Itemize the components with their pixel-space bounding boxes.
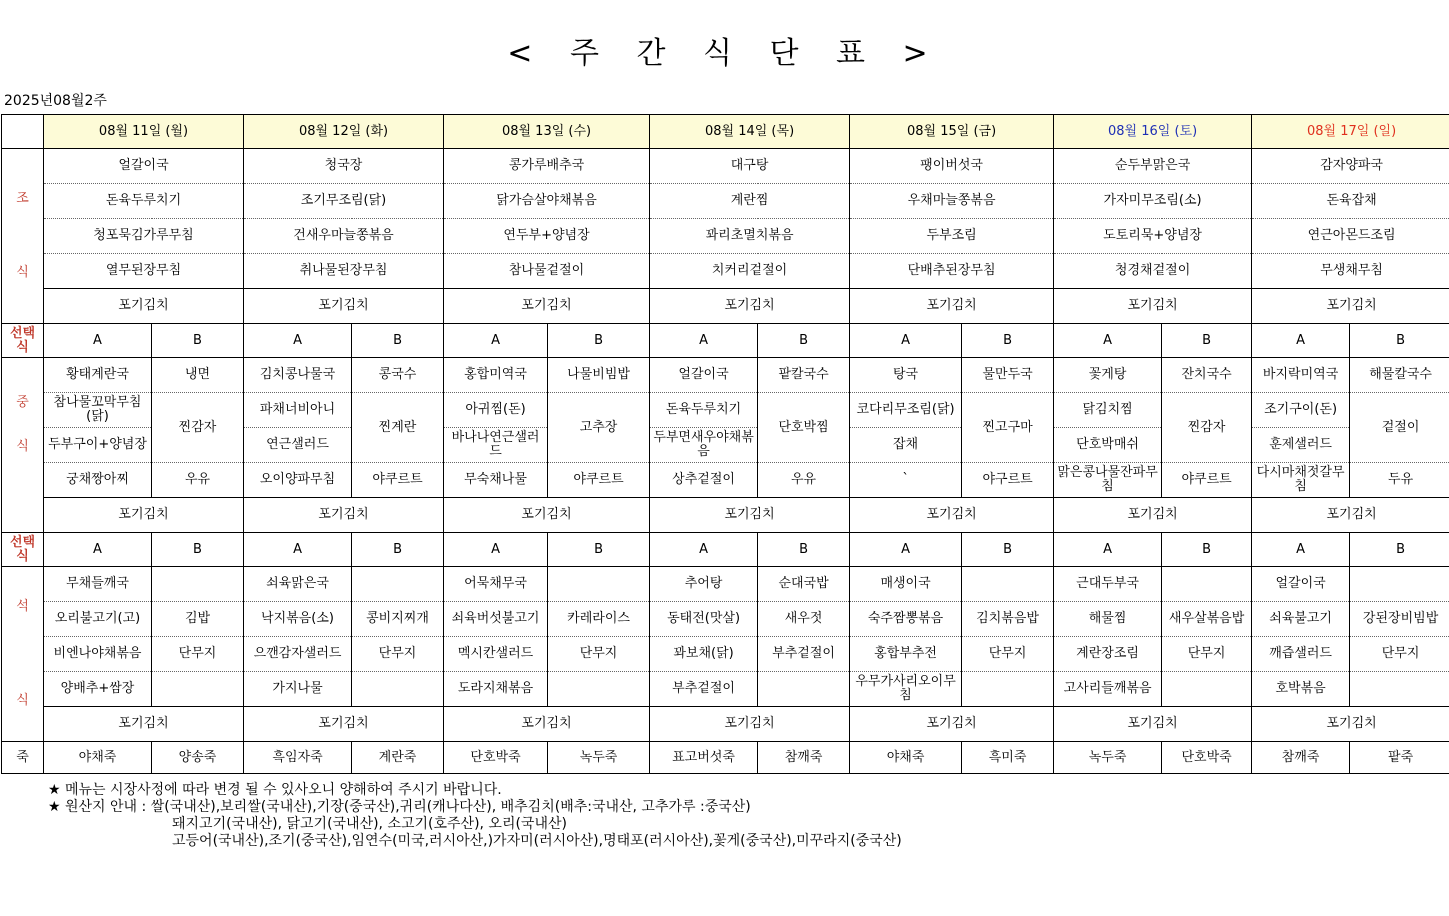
lunch-b-item: 야쿠르트: [548, 463, 650, 498]
lunch-b-item: 팥칼국수: [758, 358, 850, 393]
option-a-label: A: [1252, 533, 1350, 567]
option-b-label: B: [1350, 533, 1449, 567]
dinner-b-item: 단무지: [548, 637, 650, 672]
lunch-a-item: 파채너비아니: [244, 393, 352, 428]
lunch-a-item: 궁채짱아찌: [44, 463, 152, 498]
dinner-kimchi: 포기김치: [44, 707, 244, 742]
breakfast-item: 얼갈이국: [44, 149, 244, 184]
meal-label-char: 식: [16, 439, 29, 454]
dinner-a-item: 쇠육버섯불고기: [444, 602, 548, 637]
juk-a-item: 야채죽: [44, 742, 152, 774]
lunch-a-item: 홍합미역국: [444, 358, 548, 393]
dinner-b-item: 단무지: [962, 637, 1054, 672]
lunch-a-item: 김치콩나물국: [244, 358, 352, 393]
option-a-label: A: [44, 324, 152, 358]
option-a-label: A: [1054, 533, 1162, 567]
dinner-a-item: 동태전(맛살): [650, 602, 758, 637]
dinner-b-item: 단무지: [152, 637, 244, 672]
notes-line-3: 돼지고기(국내산), 닭고기(국내산), 소고기(호주산), 오리(국내산): [172, 816, 567, 832]
dinner-a-item: 해물찜: [1054, 602, 1162, 637]
lunch-a-item: 두부구이+양념장: [44, 428, 152, 463]
dinner-b-item: 단무지: [1350, 637, 1449, 672]
breakfast-item: 청국장: [244, 149, 444, 184]
lunch-a-item: 두부면새우야채볶음: [650, 428, 758, 463]
dinner-a-item: 꽈보채(닭): [650, 637, 758, 672]
notes-line-1: ★ 메뉴는 시장사정에 따라 변경 될 수 있사오니 양해하여 주시기 바랍니다.: [48, 782, 502, 798]
dinner-kimchi: 포기김치: [1054, 707, 1252, 742]
dinner-a-item: 쇠육맑은국: [244, 567, 352, 602]
dinner-b-item: [152, 672, 244, 707]
option-a-label: A: [244, 533, 352, 567]
breakfast-item: 감자양파국: [1252, 149, 1449, 184]
breakfast-item: 계란찜: [650, 184, 850, 219]
breakfast-item: 조기무조림(닭): [244, 184, 444, 219]
option-b-label: B: [758, 324, 850, 358]
day-header: 08월 17일 (일): [1252, 115, 1449, 149]
notes-line-4: 고등어(국내산),조기(중국산),임연수(미국,러시아산,)가자미(러시아산),명태포(러시아산),꽃게(중국산),미꾸라지(중국산): [172, 833, 902, 849]
dinner-b-item: 순대국밥: [758, 567, 850, 602]
option-b-label: B: [352, 533, 444, 567]
breakfast-item: 청포묵김가루무침: [44, 219, 244, 254]
meal-label-char: 조: [16, 191, 29, 206]
day-header: 08월 11일 (월): [44, 115, 244, 149]
dinner-a-item: 무채들깨국: [44, 567, 152, 602]
lunch-kimchi: 포기김치: [650, 498, 850, 533]
breakfast-item: 포기김치: [1252, 289, 1449, 324]
dinner-b-item: [1350, 567, 1449, 602]
juk-b-item: 팥죽: [1350, 742, 1449, 774]
juk-b-item: 양송죽: [152, 742, 244, 774]
juk-b-item: 흑미죽: [962, 742, 1054, 774]
lunch-a-item: 얼갈이국: [650, 358, 758, 393]
breakfast-item: 단배추된장무침: [850, 254, 1054, 289]
dinner-a-item: 근대두부국: [1054, 567, 1162, 602]
meal-label-juk: 죽: [2, 742, 44, 774]
dinner-a-item: 숙주짬뽕볶음: [850, 602, 962, 637]
corner-cell: [2, 115, 44, 149]
dinner-a-item: 낙지볶음(소): [244, 602, 352, 637]
dinner-b-item: [1162, 672, 1252, 707]
lunch-b-item: 우유: [758, 463, 850, 498]
lunch-b-item: 찐감자: [1162, 393, 1252, 463]
option-b-label: B: [962, 324, 1054, 358]
breakfast-item: 돈육잡채: [1252, 184, 1449, 219]
lunch-a-item: 무숙채나물: [444, 463, 548, 498]
juk-b-item: 단호박죽: [1162, 742, 1252, 774]
dinner-a-item: 추어탕: [650, 567, 758, 602]
lunch-a-item: 단호박매쉬: [1054, 428, 1162, 463]
dinner-a-item: 비엔나야채볶음: [44, 637, 152, 672]
breakfast-item: 취나물된장무침: [244, 254, 444, 289]
meal-label-char: 식: [16, 265, 29, 280]
day-header: 08월 16일 (토): [1054, 115, 1252, 149]
lunch-b-item: 우유: [152, 463, 244, 498]
lunch-b-item: 냉면: [152, 358, 244, 393]
option-b-label: B: [1162, 533, 1252, 567]
breakfast-item: 연두부+양념장: [444, 219, 650, 254]
page-title: < 주 간 식 단 표 >: [507, 36, 942, 71]
dinner-b-item: [548, 672, 650, 707]
breakfast-item: 참나물겉절이: [444, 254, 650, 289]
lunch-a-item: 바나나연근샐러드: [444, 428, 548, 463]
dinner-b-item: [1162, 567, 1252, 602]
weekly-menu-table: [1, 114, 1449, 774]
dinner-b-item: 부추겉절이: [758, 637, 850, 672]
dinner-kimchi: 포기김치: [244, 707, 444, 742]
day-header: 08월 13일 (수): [444, 115, 650, 149]
breakfast-item: 연근아몬드조림: [1252, 219, 1449, 254]
lunch-a-item: 돈육두루치기: [650, 393, 758, 428]
dinner-b-item: [548, 567, 650, 602]
dinner-b-item: 새우살볶음밥: [1162, 602, 1252, 637]
dinner-b-item: 강된장비빔밥: [1350, 602, 1449, 637]
breakfast-item: 도토리묵+양념장: [1054, 219, 1252, 254]
lunch-b-item: 두유: [1350, 463, 1449, 498]
juk-a-item: 녹두죽: [1054, 742, 1162, 774]
breakfast-item: 치커리겉절이: [650, 254, 850, 289]
lunch-b-item: 찐고구마: [962, 393, 1054, 463]
meal-label-breakfast: [2, 149, 44, 324]
lunch-a-item: 상추겉절이: [650, 463, 758, 498]
dinner-b-item: 단무지: [1162, 637, 1252, 672]
option-b-label: B: [152, 324, 244, 358]
breakfast-item: 포기김치: [850, 289, 1054, 324]
day-header: 08월 12일 (화): [244, 115, 444, 149]
lunch-a-item: 아귀찜(돈): [444, 393, 548, 428]
breakfast-item: 닭가슴살야채볶음: [444, 184, 650, 219]
dinner-b-item: [1350, 672, 1449, 707]
juk-a-item: 야채죽: [850, 742, 962, 774]
lunch-a-item: 닭김치찜: [1054, 393, 1162, 428]
option-a-label: A: [1252, 324, 1350, 358]
dinner-select-label: 선택식: [2, 533, 44, 567]
dinner-b-item: 새우젓: [758, 602, 850, 637]
option-a-label: A: [244, 324, 352, 358]
breakfast-item: 팽이버섯국: [850, 149, 1054, 184]
dinner-a-item: 쇠육불고기: [1252, 602, 1350, 637]
meal-label-lunch: [2, 358, 44, 533]
option-b-label: B: [548, 533, 650, 567]
dinner-a-item: 오리불고기(고): [44, 602, 152, 637]
dinner-b-item: [352, 567, 444, 602]
breakfast-item: 포기김치: [44, 289, 244, 324]
breakfast-item: 가자미무조림(소): [1054, 184, 1252, 219]
dinner-kimchi: 포기김치: [650, 707, 850, 742]
option-b-label: B: [152, 533, 244, 567]
dinner-a-item: 도라지채볶음: [444, 672, 548, 707]
lunch-kimchi: 포기김치: [44, 498, 244, 533]
breakfast-item: 순두부맑은국: [1054, 149, 1252, 184]
lunch-a-item: 황태계란국: [44, 358, 152, 393]
breakfast-item: 포기김치: [1054, 289, 1252, 324]
lunch-b-item: 고추장: [548, 393, 650, 463]
breakfast-item: 꽈리초멸치볶음: [650, 219, 850, 254]
dinner-a-item: 호박볶음: [1252, 672, 1350, 707]
dinner-b-item: [962, 567, 1054, 602]
breakfast-item: 포기김치: [650, 289, 850, 324]
juk-b-item: 녹두죽: [548, 742, 650, 774]
lunch-b-item: 야구르트: [962, 463, 1054, 498]
dinner-a-item: 어묵채무국: [444, 567, 548, 602]
lunch-b-item: 야쿠르트: [352, 463, 444, 498]
dinner-b-item: 김밥: [152, 602, 244, 637]
lunch-b-item: 야쿠르트: [1162, 463, 1252, 498]
dinner-kimchi: 포기김치: [850, 707, 1054, 742]
option-a-label: A: [650, 324, 758, 358]
breakfast-item: 두부조림: [850, 219, 1054, 254]
breakfast-item: 대구탕: [650, 149, 850, 184]
lunch-b-item: 잔치국수: [1162, 358, 1252, 393]
option-a-label: A: [1054, 324, 1162, 358]
dinner-a-item: 얼갈이국: [1252, 567, 1350, 602]
option-b-label: B: [758, 533, 850, 567]
breakfast-item: 포기김치: [244, 289, 444, 324]
dinner-b-item: [758, 672, 850, 707]
lunch-b-item: 단호박찜: [758, 393, 850, 463]
breakfast-item: 돈육두루치기: [44, 184, 244, 219]
notes: [48, 782, 902, 850]
notes-line-2: ★ 원산지 안내 : 쌀(국내산),보리쌀(국내산),기장(중국산),귀리(캐나다산), 배추김치(배추:국내산, 고추가루 :중국산): [48, 799, 751, 815]
dinner-a-item: 가지나물: [244, 672, 352, 707]
breakfast-item: 열무된장무침: [44, 254, 244, 289]
meal-label-char: 석: [16, 599, 29, 614]
lunch-a-item: 오이양파무침: [244, 463, 352, 498]
breakfast-item: 건새우마늘쫑볶음: [244, 219, 444, 254]
lunch-b-item: 찐계란: [352, 393, 444, 463]
lunch-kimchi: 포기김치: [1252, 498, 1449, 533]
dinner-a-item: 우무가사리오이무침: [850, 672, 962, 707]
week-label: 2025년08월2주: [4, 93, 107, 109]
option-a-label: A: [850, 324, 962, 358]
lunch-a-item: 탕국: [850, 358, 962, 393]
lunch-kimchi: 포기김치: [850, 498, 1054, 533]
dinner-a-item: 계란장조림: [1054, 637, 1162, 672]
option-b-label: B: [1350, 324, 1449, 358]
option-a-label: A: [850, 533, 962, 567]
breakfast-item: 무생채무침: [1252, 254, 1449, 289]
dinner-a-item: 홍합부추전: [850, 637, 962, 672]
lunch-b-item: 해물칼국수: [1350, 358, 1449, 393]
day-header: 08월 14일 (목): [650, 115, 850, 149]
option-b-label: B: [548, 324, 650, 358]
dinner-kimchi: 포기김치: [444, 707, 650, 742]
dinner-b-item: [152, 567, 244, 602]
lunch-a-item: 꽃게탕: [1054, 358, 1162, 393]
lunch-a-item: 코다리무조림(닭): [850, 393, 962, 428]
dinner-b-item: 김치볶음밥: [962, 602, 1054, 637]
lunch-a-item: 조기구이(돈): [1252, 393, 1350, 428]
dinner-a-item: 고사리들깨볶음: [1054, 672, 1162, 707]
lunch-a-item: 훈제샐러드: [1252, 428, 1350, 463]
dinner-b-item: [352, 672, 444, 707]
breakfast-item: 포기김치: [444, 289, 650, 324]
breakfast-item: 청경채겉절이: [1054, 254, 1252, 289]
dinner-a-item: 매생이국: [850, 567, 962, 602]
juk-a-item: 표고버섯죽: [650, 742, 758, 774]
lunch-a-item: 맑은콩나물잔파무침: [1054, 463, 1162, 498]
option-b-label: B: [352, 324, 444, 358]
lunch-b-item: 물만두국: [962, 358, 1054, 393]
juk-a-item: 참깨죽: [1252, 742, 1350, 774]
meal-label-dinner: [2, 567, 44, 742]
juk-a-item: 흑임자죽: [244, 742, 352, 774]
dinner-a-item: 멕시칸샐러드: [444, 637, 548, 672]
lunch-a-item: 다시마채젓갈무침: [1252, 463, 1350, 498]
option-b-label: B: [1162, 324, 1252, 358]
lunch-b-item: 겉절이: [1350, 393, 1449, 463]
option-a-label: A: [650, 533, 758, 567]
lunch-kimchi: 포기김치: [444, 498, 650, 533]
lunch-a-item: `: [850, 463, 962, 498]
dinner-a-item: 부추겉절이: [650, 672, 758, 707]
day-header: 08월 15일 (금): [850, 115, 1054, 149]
option-a-label: A: [444, 324, 548, 358]
lunch-b-item: 콩국수: [352, 358, 444, 393]
juk-b-item: 계란죽: [352, 742, 444, 774]
dinner-a-item: 깨즙샐러드: [1252, 637, 1350, 672]
dinner-kimchi: 포기김치: [1252, 707, 1449, 742]
juk-a-item: 단호박죽: [444, 742, 548, 774]
lunch-b-item: 나물비빔밥: [548, 358, 650, 393]
meal-label-char: 중: [16, 395, 29, 410]
option-a-label: A: [444, 533, 548, 567]
dinner-b-item: 카레라이스: [548, 602, 650, 637]
meal-label-char: 식: [16, 693, 29, 708]
lunch-kimchi: 포기김치: [1054, 498, 1252, 533]
juk-b-item: 참깨죽: [758, 742, 850, 774]
lunch-a-item: 바지락미역국: [1252, 358, 1350, 393]
dinner-a-item: 양배추+쌈장: [44, 672, 152, 707]
dinner-b-item: 콩비지찌개: [352, 602, 444, 637]
lunch-b-item: 찐감자: [152, 393, 244, 463]
lunch-a-item: 연근샐러드: [244, 428, 352, 463]
breakfast-item: 우채마늘쫑볶음: [850, 184, 1054, 219]
lunch-kimchi: 포기김치: [244, 498, 444, 533]
dinner-a-item: 으깬감자샐러드: [244, 637, 352, 672]
option-a-label: A: [44, 533, 152, 567]
option-b-label: B: [962, 533, 1054, 567]
lunch-select-label: 선택식: [2, 324, 44, 358]
breakfast-item: 콩가루배추국: [444, 149, 650, 184]
lunch-a-item: 참나물꼬막무침(닭): [44, 393, 152, 428]
dinner-b-item: 단무지: [352, 637, 444, 672]
dinner-b-item: [962, 672, 1054, 707]
lunch-a-item: 잡채: [850, 428, 962, 463]
